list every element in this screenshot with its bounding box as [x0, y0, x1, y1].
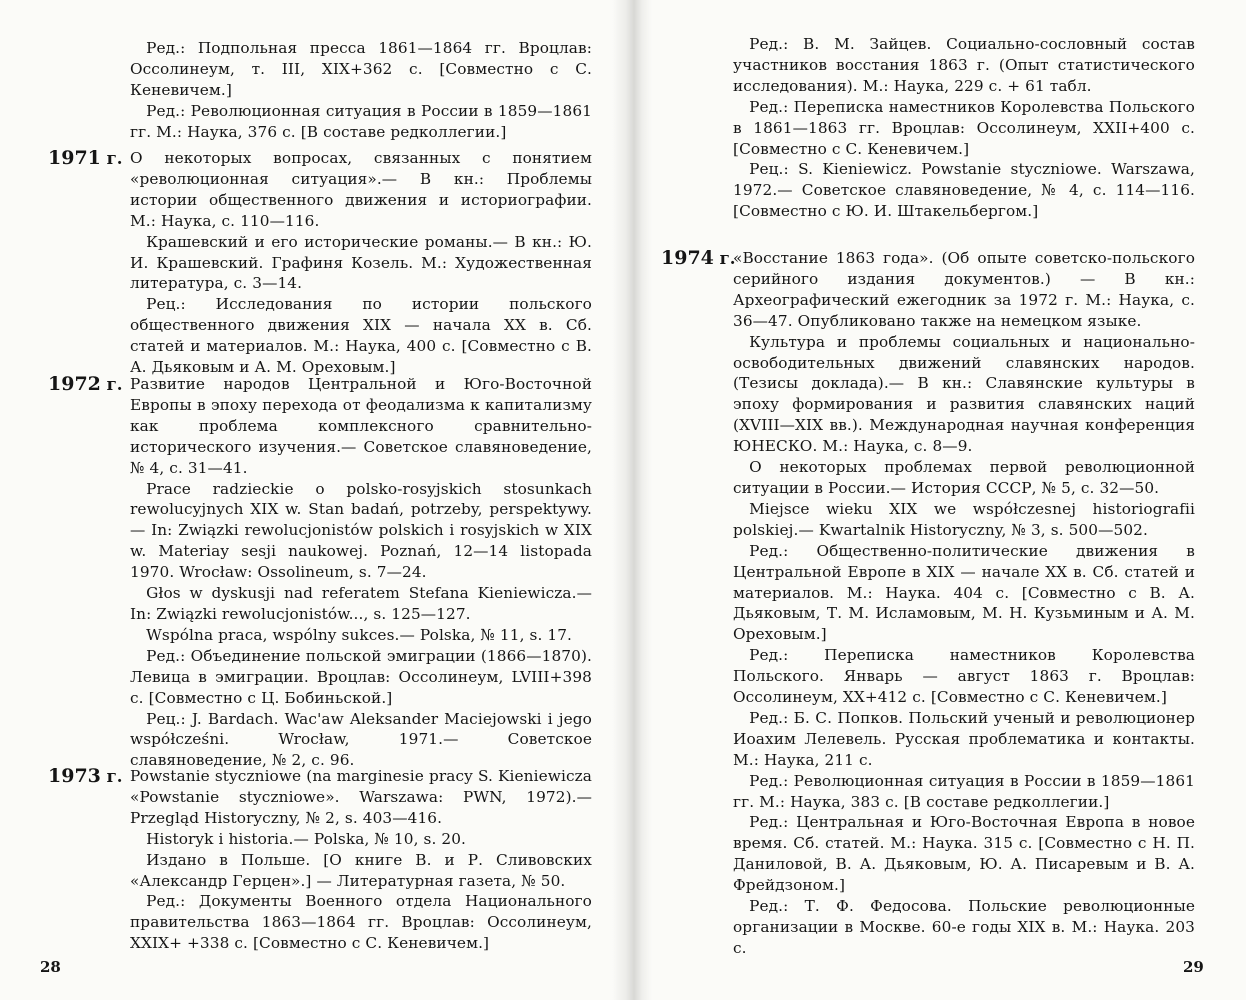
bib-entry: Издано в Польше. [О книге В. и Р. Сливовских «Александр Герцен».] — Литературная газета, № 50. [130, 850, 592, 890]
page-number: 28 [40, 958, 61, 976]
bib-entry: Ред.: Общественно-политические движения в Центральной Европе в XIX — начале XX в. Сб. статей и материалов. М.: Наука. 404 с. [Совместно с В. А. Дьяковым, Т. М. Исламовым, М. Н. Кузьминым и А. М. Ореховым.] [733, 541, 1195, 644]
bib-entry: Ред.: Революционная ситуация в России в 1859—1861 гг. М.: Наука, 376 с. [В составе редколлегии.] [130, 101, 592, 141]
bib-entry: Ред.: Документы Военного отдела Национального правительства 1863—1864 гг. Вроцлав: Оссолинеум, XXIX+ +338 с. [Совместно с С. Кеневичем.] [130, 892, 592, 953]
year-section-1974 [733, 248, 1195, 959]
bib-entry: «Восстание 1863 года». (Об опыте советско-польского серийного издания документов.) — В кн.: Археографический ежегодник за 1972 г. М.: Наука, с. 36—47. Опубликовано также на немецком языке. [733, 249, 1195, 330]
bib-entry: О некоторых вопросах, связанных с понятием «революционная ситуация».— В кн.: Проблемы истории общественного движения и историографии. М.: Наука, с. 110—116. [130, 149, 592, 230]
bib-entry: Крашевский и его исторические романы.— В кн.: Ю. И. Крашевский. Графиня Козель. М.: Художественная литература, с. 3—14. [130, 232, 592, 293]
year-heading-1973: 1973 г. [48, 765, 123, 787]
bib-entry: Powstanie styczniowe (na marginesie pracy S. Kieniewicza «Powstanie styczniowe». Warszawa: PWN, 1972).— Przegląd Historyczny, № 2, s. 403—416. [130, 767, 592, 827]
bib-entry: Ред.: Подпольная пресса 1861—1864 гг. Вроцлав: Оссолинеум, т. III, XIX+362 с. [Совместно с С. Кеневичем.] [130, 39, 592, 99]
bib-entry: Miejsce wieku XIX we współczesnej historiografii polskiej.— Kwartalnik Historyczny, № 3, s. 500—502. [733, 499, 1195, 539]
year-heading-1971: 1971 г. [48, 147, 123, 169]
bib-entry: Ред.: Переписка наместников Королевства Польского в 1861—1863 гг. Вроцлав: Оссолинеум, XXII+400 с. [Совместно с С. Кеневичем.] [733, 97, 1195, 158]
bib-entry: Prace radzieckie o polsko-rosyjskich stosunkach rewolucyjnych XIX w. Stan badań, potrzeby, perspektywy.— In: Związki rewolucjonistów polskich i rosyjskich w XIX w. Materiay sesji naukowej. Poznań, 12—14 listopada 1970. Wrocław: Ossolineum, s. 7—24. [130, 479, 592, 582]
year-heading-1974: 1974 г. [661, 247, 736, 269]
bib-entry: Ред.: Т. Ф. Федосова. Польские революционные организации в Москве. 60-е годы XIX в. М.: Наука. 203 с. [733, 897, 1195, 957]
right-page [623, 0, 1246, 1000]
bib-entry: Głos w dyskusji nad referatem Stefana Kieniewicza.— In: Związki rewolucjonistów..., s. 125—127. [130, 584, 592, 623]
year-section-1971 [130, 148, 592, 378]
bib-entry: Ред.: Объединение польской эмиграции (1866—1870). Левица в эмиграции. Вроцлав: Оссолинеум, LVIII+398 с. [Совместно с Ц. Бобиньской.] [130, 646, 592, 707]
bib-entry: Wspólna praca, wspólny sukces.— Polska, № 11, s. 17. [146, 625, 573, 644]
bib-entry: Рец.: J. Bardach. Wac'aw Aleksander Maciejowski i jego współcześni. Wrocław, 1971.— Советское славяноведение, № 2, с. 96. [130, 709, 592, 770]
bib-entry: Ред.: Центральная и Юго-Восточная Европа в новое время. Сб. статей. М.: Наука. 315 с. [Совместно с Н. П. Даниловой, В. А. Дьяковым, Ю. А. Писаревым и В. А. Фрейдзоном.] [733, 813, 1195, 895]
year-section-1973 [130, 766, 592, 954]
bib-entry: Рец.: S. Kieniewicz. Powstanie styczniowe. Warszawa, 1972.— Советское славяноведение, № 4, с. 114—116. [Совместно с Ю. И. Штакельбергом.] [733, 160, 1195, 221]
right-intro-block [733, 34, 1195, 222]
year-heading-1972: 1972 г. [48, 373, 123, 395]
bib-entry: Ред.: Переписка наместников Королевства Польского. Январь — август 1863 г. Вроцлав: Оссолинеум, XX+412 с. [Совместно с С. Кеневичем.] [733, 646, 1195, 707]
bib-entry: О некоторых проблемах первой революционной ситуации в России.— История СССР, № 5, с. 32—50. [733, 458, 1195, 497]
left-intro-block [130, 38, 592, 143]
bib-entry: Historyk i historia.— Polska, № 10, s. 20. [146, 829, 467, 848]
bib-entry: Ред.: Революционная ситуация в России в 1859—1861 гг. М.: Наука, 383 с. [В составе редколлегии.] [733, 771, 1195, 811]
bib-entry: Ред.: В. М. Зайцев. Социально-сословный состав участников восстания 1863 г. (Опыт статистического исследования). М.: Наука, 229 с. + 61 табл. [733, 35, 1195, 95]
bib-entry: Развитие народов Центральной и Юго-Восточной Европы в эпоху перехода от феодализма к капитализму как проблема комплексного сравнительно-исторического изучения.— Советское славяноведение, № 4, с. 31—41. [130, 375, 592, 477]
bib-entry: Культура и проблемы социальных и национально-освободительных движений славянских народов. (Тезисы доклада).— В кн.: Славянские культуры в эпоху формирования и развития славянских наций (XVIII—XIX вв.). Международная научная конференция ЮНЕСКО. М.: Наука, с. 8—9. [733, 332, 1195, 456]
page-number: 29 [1183, 958, 1204, 976]
bib-entry: Рец.: Исследования по истории польского общественного движения XIX — начала XX в. Сб. статей и материалов. М.: Наука, 400 с. [Совместно с В. А. Дьяковым и А. М. Ореховым.] [130, 295, 592, 377]
year-section-1972 [130, 374, 592, 771]
bib-entry: Ред.: Б. С. Попков. Польский ученый и революционер Иоахим Лелевель. Русская проблематика и контакты. М.: Наука, 211 с. [733, 708, 1195, 769]
